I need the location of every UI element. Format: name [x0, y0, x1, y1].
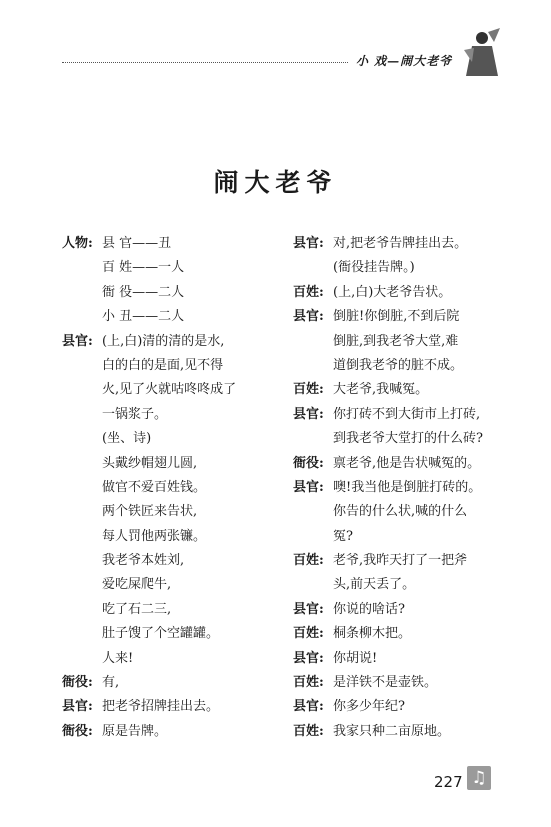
- opera-figure-icon: [458, 28, 502, 78]
- header-dotted-rule: [62, 62, 348, 63]
- script-line: [62, 403, 272, 427]
- line-text: (衙役挂告牌。): [333, 260, 415, 276]
- line-text: 噢!我当他是倒脏打砖的。: [333, 479, 482, 495]
- line-text: 肚子馊了个空罐罐。: [102, 626, 220, 642]
- script-line: [293, 549, 503, 573]
- script-line: [62, 573, 272, 597]
- line-text: 你说的啥话?: [333, 601, 405, 617]
- line-text: 倒脏!你倒脏,不到后院: [333, 309, 460, 325]
- running-header: [62, 42, 502, 82]
- script-line: [293, 720, 503, 744]
- line-text: 你胡说!: [333, 650, 378, 666]
- speaker-label: 县官:: [293, 406, 324, 422]
- line-text: 原是告牌。: [102, 723, 168, 739]
- line-text: 老爷,我昨天打了一把斧: [333, 553, 468, 569]
- script-line: [293, 330, 503, 354]
- speaker-label: 百姓:: [293, 284, 324, 300]
- line-text: 县 官——丑: [102, 236, 172, 251]
- page-title: 闹大老爷: [213, 168, 338, 197]
- line-text: 对,把老爷告牌挂出去。: [333, 236, 468, 251]
- script-line: [293, 354, 503, 378]
- line-text: (上,白)大老爷告状。: [333, 284, 452, 300]
- line-text: 我老爷本姓刘,: [102, 553, 185, 569]
- line-text: 是洋铁不是壶铁。: [333, 675, 438, 691]
- speaker-label: 县官:: [62, 333, 93, 349]
- line-text: 把老爷招牌挂出去。: [102, 699, 220, 715]
- line-text: 白的白的是面,见不得: [102, 357, 224, 373]
- script-line: [293, 427, 503, 451]
- speaker-label: 县官:: [293, 650, 324, 666]
- script-line: [293, 647, 503, 671]
- line-text: 两个铁匠来告状,: [102, 504, 198, 520]
- script-line: [62, 622, 272, 646]
- script-line: [62, 671, 272, 695]
- line-text: 你告的什么状,喊的什么: [333, 504, 468, 520]
- speaker-label: 百姓:: [293, 626, 324, 642]
- left-column: [62, 232, 272, 744]
- line-text: 每人罚他两张镰。: [102, 528, 207, 544]
- line-text: 有,: [102, 675, 120, 691]
- speaker-label: 衙役:: [62, 675, 93, 691]
- script-line: [62, 281, 272, 305]
- script-line: [293, 525, 503, 549]
- script-line: [62, 305, 272, 329]
- line-text: 爱吃屎爬牛,: [102, 577, 172, 593]
- script-line: [62, 427, 272, 451]
- script-line: [62, 647, 272, 671]
- speaker-label: 县官:: [62, 699, 93, 715]
- script-line: [293, 403, 503, 427]
- script-line: [62, 476, 272, 500]
- script-line: [293, 695, 503, 719]
- script-line: [293, 671, 503, 695]
- script-line: [62, 695, 272, 719]
- line-text: (上,白)清的清的是水,: [102, 333, 225, 349]
- speaker-label: 县官:: [293, 601, 324, 617]
- speaker-label: 百姓:: [293, 723, 324, 739]
- script-line: [62, 256, 272, 280]
- line-text: 百 姓——一人: [102, 260, 185, 276]
- speaker-label: 衙役:: [62, 723, 93, 739]
- script-line: [62, 378, 272, 402]
- speaker-label: 县官:: [293, 236, 324, 251]
- line-text: 头戴纱帽翅儿圆,: [102, 455, 198, 471]
- line-text: 你打砖不到大街市上打砖,: [333, 406, 481, 422]
- script-line: [293, 452, 503, 476]
- script-line: [293, 500, 503, 524]
- line-text: 倒脏,到我老爷大堂,难: [333, 333, 459, 349]
- script-line: [62, 330, 272, 354]
- script-line: [62, 525, 272, 549]
- line-text: 一锅浆子。: [102, 406, 168, 422]
- line-text: 火,见了火就咕咚咚成了: [102, 382, 237, 398]
- speaker-label: 百姓:: [293, 553, 324, 569]
- script-line: [293, 598, 503, 622]
- line-text: (坐、诗): [102, 431, 152, 447]
- speaker-label: 县官:: [293, 699, 324, 715]
- speaker-label: 县官:: [293, 479, 324, 495]
- line-text: 你多少年纪?: [333, 699, 405, 715]
- speaker-label: 县官:: [293, 309, 324, 325]
- line-text: 道倒我老爷的脏不成。: [333, 357, 464, 373]
- line-text: 人来!: [102, 650, 134, 666]
- script-line: [62, 452, 272, 476]
- speaker-label: 衙役:: [293, 455, 324, 471]
- script-line: [293, 281, 503, 305]
- speaker-label: 百姓:: [293, 675, 324, 691]
- speaker-label: 人物:: [62, 236, 93, 251]
- running-header-title: 小 戏—闹大老爷: [356, 54, 453, 68]
- script-line: [293, 622, 503, 646]
- script-line: [293, 305, 503, 329]
- line-text: 到我老爷大堂打的什么砖?: [333, 431, 483, 447]
- script-line: [293, 256, 503, 280]
- line-text: 小 丑——二人: [102, 309, 185, 325]
- line-text: 吃了石二三,: [102, 601, 172, 617]
- music-note-icon: ♫: [467, 766, 491, 790]
- script-line: [62, 598, 272, 622]
- line-text: 冤?: [333, 528, 353, 544]
- right-column: [293, 232, 503, 744]
- script-line: [293, 232, 503, 256]
- script-line: [62, 549, 272, 573]
- line-text: 桐条柳木把。: [333, 626, 412, 642]
- script-line: [62, 500, 272, 524]
- page-number: 227: [434, 773, 463, 791]
- line-text: 衙 役——二人: [102, 284, 185, 300]
- script-line: [62, 720, 272, 744]
- line-text: 我家只种二亩原地。: [333, 723, 451, 739]
- script-line: [293, 476, 503, 500]
- script-line: [62, 354, 272, 378]
- script-line: [293, 378, 503, 402]
- line-text: 大老爷,我喊冤。: [333, 382, 429, 398]
- script-line: [293, 573, 503, 597]
- speaker-label: 百姓:: [293, 382, 324, 398]
- line-text: 禀老爷,他是告状喊冤的。: [333, 455, 481, 471]
- line-text: 头,前天丢了。: [333, 577, 416, 593]
- script-line: [62, 232, 272, 256]
- line-text: 做官不爱百姓钱。: [102, 479, 207, 495]
